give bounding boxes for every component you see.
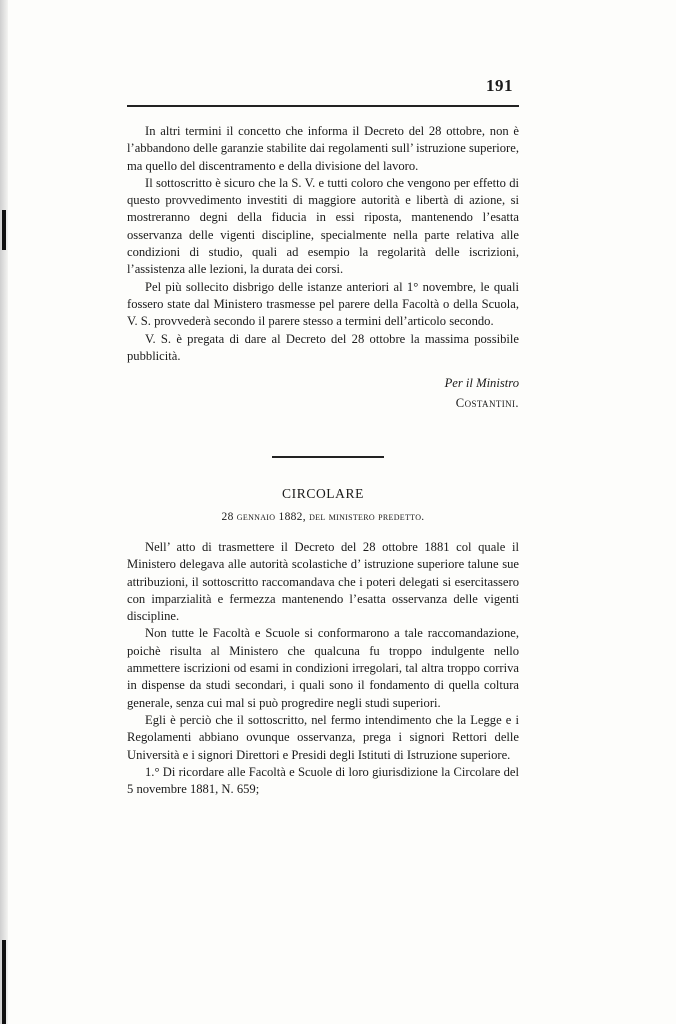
page-number: 191 [486,76,513,95]
paragraph: 1.° Di ricordare alle Facoltà e Scuole di loro giurisdizione la Circolare del 5 novembre 1881, N. 659; [127,764,519,797]
paragraph: Non tutte le Facoltà e Scuole si conformarono a tale raccomandazione, poichè risulta al Ministero che qualcuna fu troppo indulgente nello ammettere iscrizioni od esami in condizioni irregolari, tal altra troppo corriva in dispense da studi secondari, i quali sono il fondamento di quella coltura generale, senza cui mal si può progredire negli studi superiori. [127,626,519,710]
signature-role: Per il Ministro [444,376,519,390]
letter-continuation [127,123,519,365]
binding-shadow-mark [2,940,6,1024]
binding-shadow-mark [2,210,6,250]
paragraph: Egli è perciò che il sottoscritto, nel fermo intendimento che la Legge e i Regolamenti abbiano ovunque osservanza, prega i signori Rettori delle Università e i signori Direttori e Presidi degli Istituti di Istruzione superiore. [127,712,519,762]
signature-name: Costantini. [455,396,519,410]
section-divider [272,456,384,458]
header-rule [127,105,519,107]
page-binding-edge [0,0,8,1024]
circular-title: CIRCOLARE [282,486,364,501]
paragraph: Il sottoscritto è sicuro che la S. V. e tutti coloro che vengono per effetto di questo provvedimento investiti di maggiore autorità e libertà di azione, si mostreranno degni della fiducia in essi riposta, mantenendo l’esatta osservanza delle vigenti discipline, specialmente nella parte relativa alle condizioni di studio, quali ad esempio la regolarità delle iscrizioni, l’assistenza alle lezioni, la durata dei corsi. [127,175,519,277]
paragraph: Nell’ atto di trasmettere il Decreto del 28 ottobre 1881 col quale il Ministero delegava alle autorità scolastiche d’ istruzione superiore talune sue attribuzioni, il sottoscritto raccomandava che i poteri delegati si esercitassero con imparzialità e fermezza mantenendo l’esatta osservanza delle vigenti discipline. [127,540,519,624]
paragraph: Pel più sollecito disbrigo delle istanze anteriori al 1° novembre, le quali fossero state dal Ministero trasmesse pel parere della Facoltà o della Scuola, V. S. provvederà secondo il parere stesso a termini dell’articolo secondo. [127,279,519,329]
paragraph: In altri termini il concetto che informa il Decreto del 28 ottobre, non è l’abbandono delle garanzie stabilite dai regolamenti sull’ istruzione superiore, ma quello del discentramento e della divisione del lavoro. [127,124,519,173]
paragraph: V. S. è pregata di dare al Decreto del 28 ottobre la massima possibile pubblicità. [127,331,519,363]
circular-subtitle: 28 gennaio 1882, del ministero predetto. [221,511,425,523]
circular-body [127,539,519,798]
